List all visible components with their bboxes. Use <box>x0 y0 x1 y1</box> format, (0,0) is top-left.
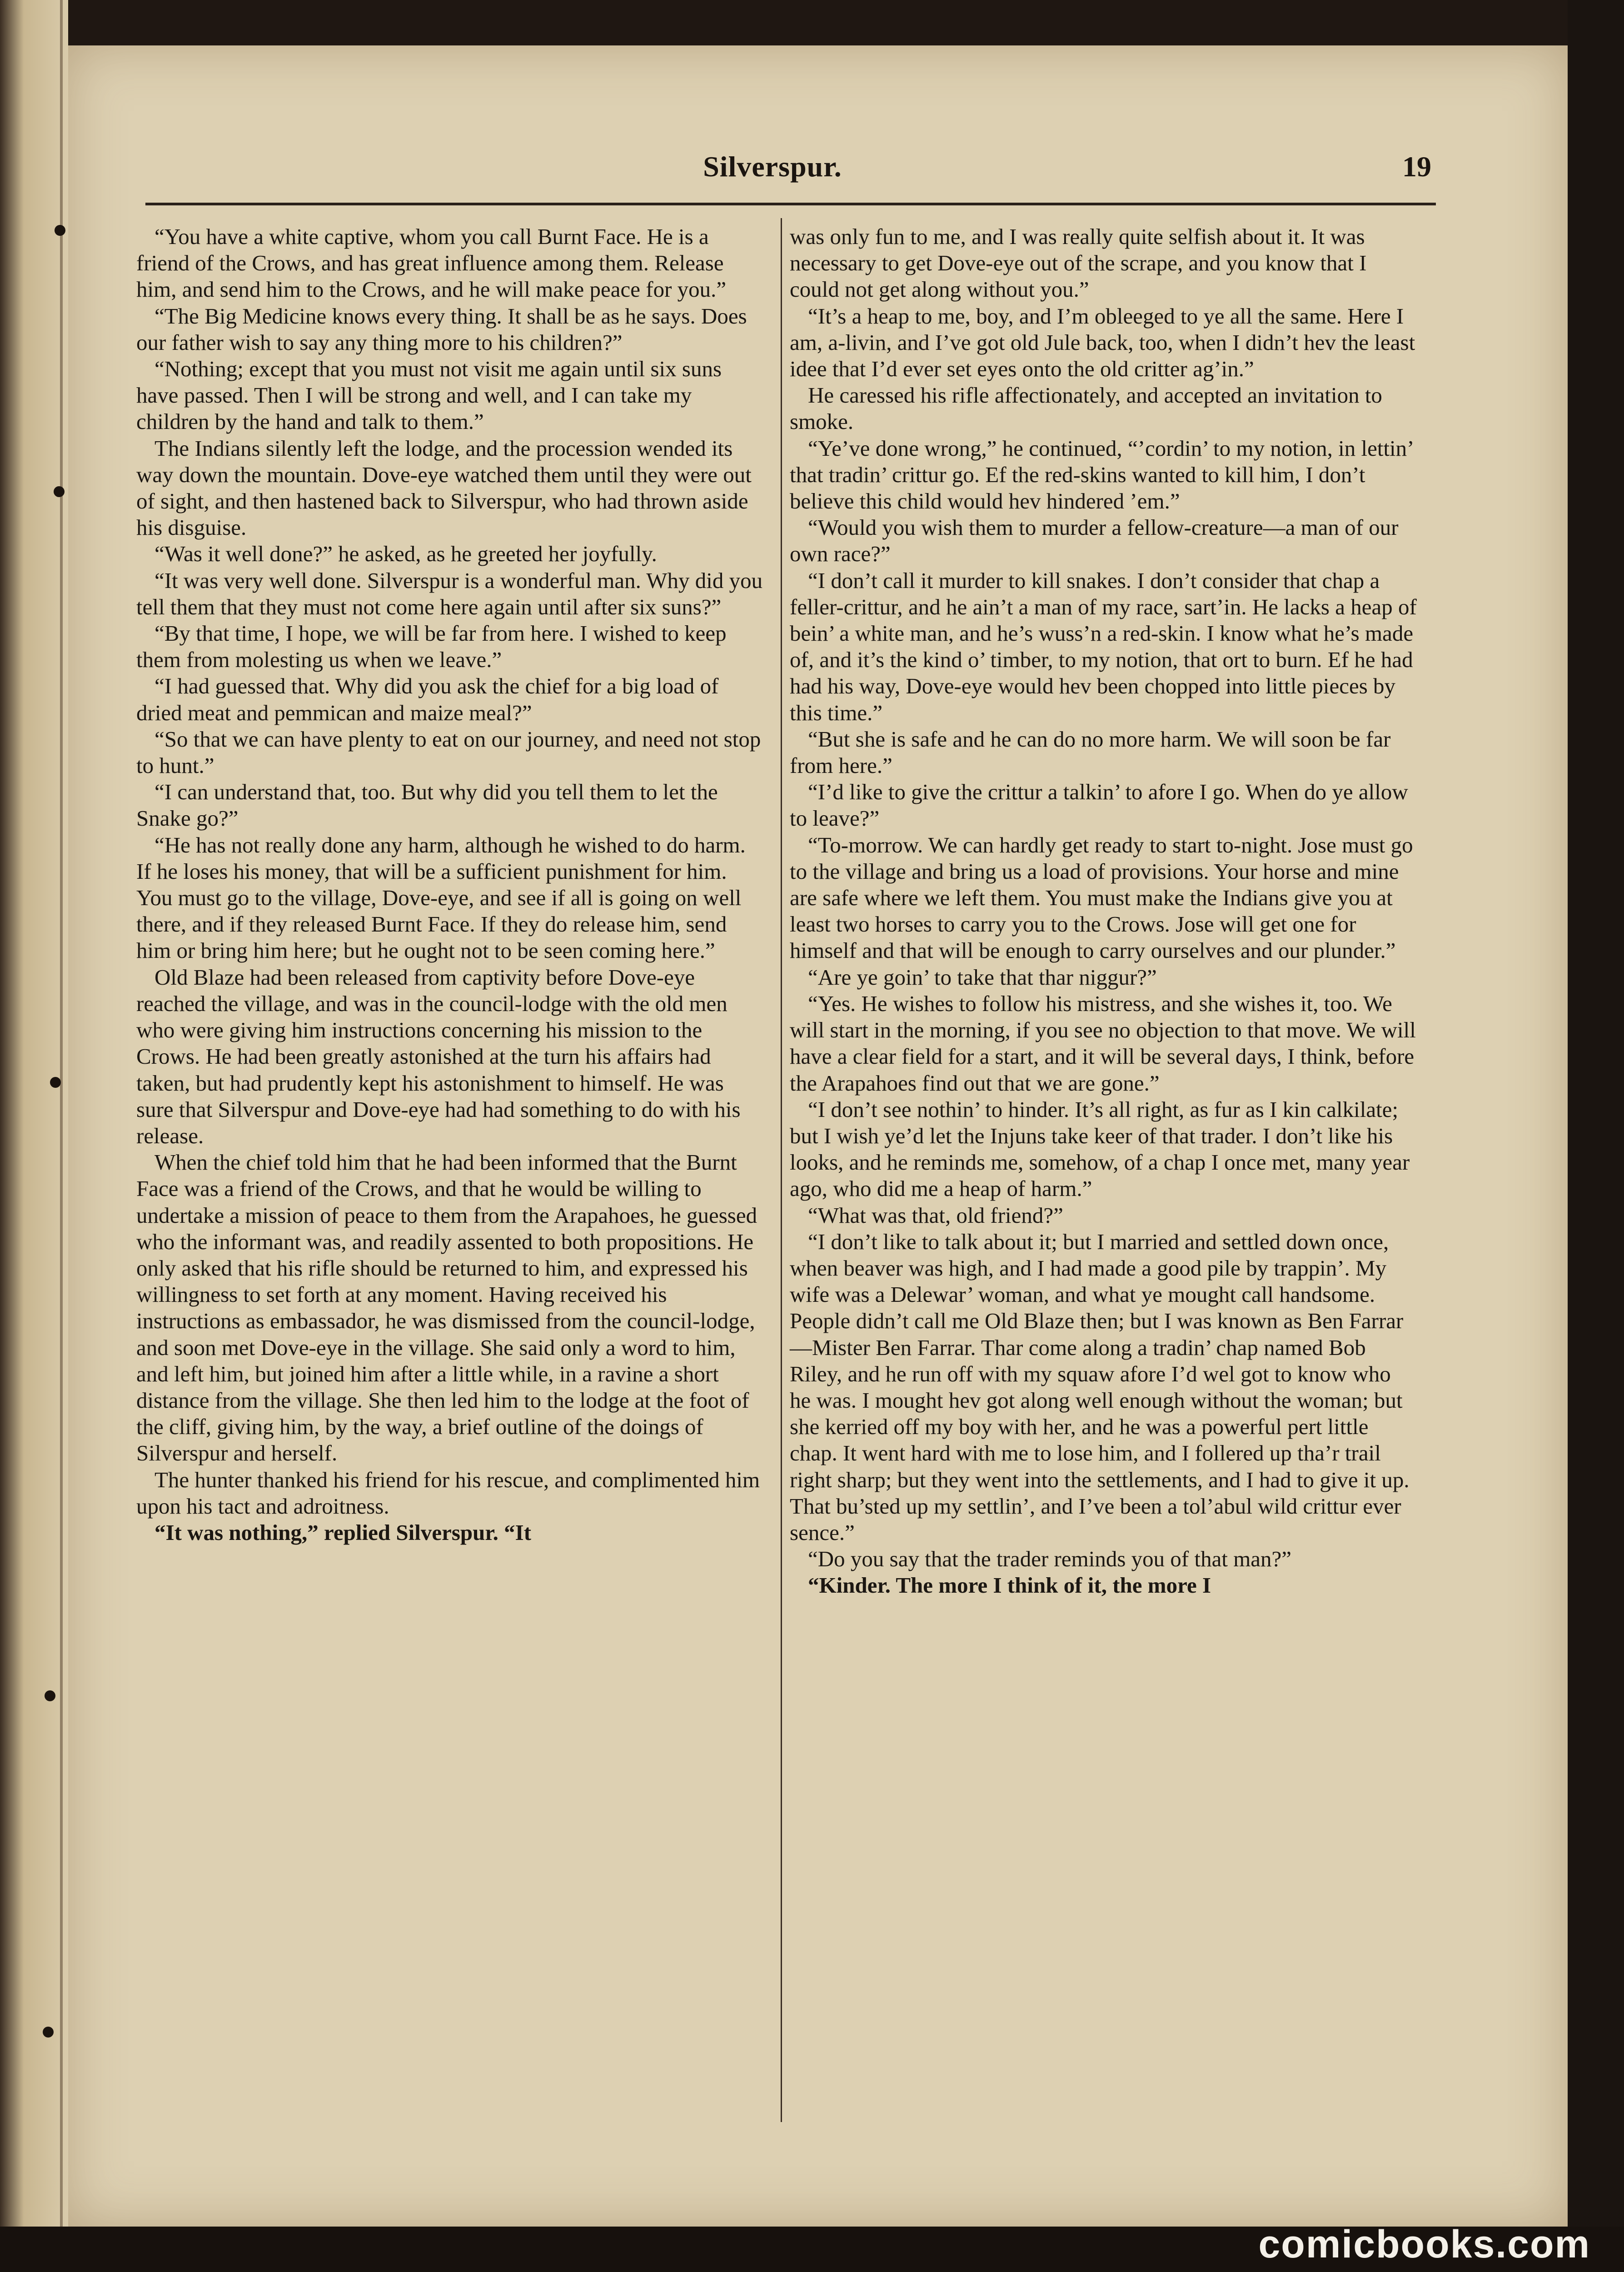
paragraph: “Nothing; except that you must not visit me again until six suns have passed. Then I will be strong and well, and I can take my children by the hand and talk to them.” <box>136 356 722 434</box>
watermark-text: comicbooks.com <box>1258 2222 1590 2266</box>
binding-margin <box>0 0 68 2272</box>
column-divider <box>781 218 782 2122</box>
paragraph: “Yes. He wishes to follow his mistress, and she wishes it, too. We will start in the morning, if you see no objection to that move. We will have a clear field for a start, and it will be several days, I think, before the Arapahoes find out that we are gone.” <box>790 991 1416 1096</box>
paragraph: “The Big Medicine knows every thing. It shall be as he says. Does our father wish to say any thing more to his children?” <box>136 303 747 355</box>
paragraph: When the chief told him that he had been informed that the Burnt Face was a friend of the Crows, and that he would be willing to undertake a mission of peace to them from the Arapahoes, he guessed who the informant was, and readily assented to both propositions. He only asked that his rifle should be returned to him, and expressed his willingness to set forth at any moment. Having received his instructions as embassador, he was dismissed from the council-lodge, and soon met Dove-eye in the village. She said only a word to him, and left him, but joined him after a little while, in a ravine a short distance from the village. She then led him to the lodge at the foot of the cliff, giving him, by the way, a brief outline of the doings of Silverspur and herself. <box>136 1150 757 1466</box>
page-number: 19 <box>1402 150 1431 183</box>
paragraph: “Kinder. The more I think of it, the more I <box>808 1573 1211 1598</box>
paragraph: He caressed his rifle affectionately, and accepted an invitation to smoke. <box>790 383 1382 434</box>
paragraph: Old Blaze had been released from captivity before Dove-eye reached the village, and was in the council-lodge with the old men who were giving him instructions concerning his mission to the Crows. He had been greatly astonished at the turn his affairs had taken, but had prudently kept his astonishment to himself. He was sure that Silverspur and Dove-eye had had something to do with his release. <box>136 964 741 1148</box>
running-header-title: Silverspur. <box>703 150 842 183</box>
paragraph: “I don’t see nothin’ to hinder. It’s all right, as fur as I kin calkilate; but I wish ye’d let the Injuns take keer of that trader. I don’t like his looks, and he reminds me, somehow, of a chap I once met, many year ago, who did me a heap of harm.” <box>790 1096 1410 1201</box>
text-column-right <box>790 224 1417 1599</box>
paragraph: “I don’t like to talk about it; but I married and settled down once, when beaver was high, and I had made a good pile by trappin’. My wife was a Delewar’ woman, and what ye mought call handsome. People didn’t call me Old Blaze then; but I was known as Ben Farrar —Mister Ben Farrar. Thar come along a tradin’ chap named Bob Riley, and he run off with my squaw afore I’d wel got to know who he was. I mought hev got along well enough without the woman; but she kerried off my boy with her, and he was a powerful pert little chap. It went hard with me to lose him, and I follered up tha’r trail right sharp; but they went into the settlements, and I had to give it up. That bu’sted up my settlin’, and I’ve been a tol’abul wild crittur ever sence.” <box>790 1229 1410 1545</box>
binding-hole <box>50 1077 61 1088</box>
paragraph: “Are ye goin’ to take that thar niggur?” <box>808 964 1157 990</box>
binding-hole <box>55 225 65 236</box>
paragraph: “I had guessed that. Why did you ask the chief for a big load of dried meat and pemmican and maize meal?” <box>136 673 719 725</box>
paragraph: “It’s a heap to me, boy, and I’m obleeged to ye all the same. Here I am, a-livin, and I’ve got old Jule back, too, when I didn’t hev the least idee that I’d ever set eyes onto the old critter ag’in.” <box>790 303 1415 382</box>
binding-hole <box>43 2027 54 2038</box>
paragraph: “You have a white captive, whom you call Burnt Face. He is a friend of the Crows, and has great influence among them. Release him, and send him to the Crows, and he will make peace for you.” <box>136 224 727 302</box>
paragraph: “Do you say that the trader reminds you of that man?” <box>808 1546 1292 1572</box>
paragraph: “So that we can have plenty to eat on our journey, and need not stop to hunt.” <box>136 726 761 778</box>
paragraph: “It was nothing,” replied Silverspur. “It <box>154 1520 532 1545</box>
paragraph: “He has not really done any harm, although he wished to do harm. If he loses his money, that will be a sufficient punishment for him. You must go to the village, Dove-eye, and see if all is going on well there, and if they released Burnt Face. If they do release him, send him or bring him here; but he ought not to be seen coming here.” <box>136 832 746 963</box>
paragraph: “I don’t call it murder to kill snakes. I don’t consider that chap a feller-crittur, and he ain’t a man of my race, sart’in. He lacks a heap of bein’ a white man, and he’s wuss’n a red-skin. I know what he’s made of, and it’s the kind o’ timber, to my notion, that ort to burn. Ef he had had his way, Dove-eye would hev been chopped into little pieces by this time.” <box>790 568 1417 725</box>
paragraph: “Was it well done?” he asked, as he greeted her joyfully. <box>154 541 657 567</box>
paragraph: “What was that, old friend?” <box>808 1202 1063 1228</box>
header-rule <box>145 203 1436 205</box>
paragraph: “I’d like to give the crittur a talkin’ to afore I go. When do ye allow to leave?” <box>790 779 1408 831</box>
paragraph: was only fun to me, and I was really quite selfish about it. It was necessary to get Dove-eye out of the scrape, and you know that I could not get along without you.” <box>790 224 1367 302</box>
binding-hole <box>54 486 65 497</box>
paragraph: “By that time, I hope, we will be far from here. I wished to keep them from molesting us when we leave.” <box>136 621 727 673</box>
paragraph: “It was very well done. Silverspur is a wonderful man. Why did you tell them that they must not come here again until after six suns?” <box>136 568 763 619</box>
text-column-left <box>136 224 763 1546</box>
paragraph: The hunter thanked his friend for his rescue, and complimented him upon his tact and adroitness. <box>136 1467 760 1519</box>
paragraph: “But she is safe and he can do no more harm. We will soon be far from here.” <box>790 726 1391 778</box>
paragraph: “To-morrow. We can hardly get ready to start to-night. Jose must go to the village and bring us a load of provisions. Your horse and mine are safe where we left them. You must make the Indians give you at least two horses to carry you to the Crows. Jose will get one for himself and that will be enough to carry ourselves and our plunder.” <box>790 832 1413 963</box>
paragraph: “I can understand that, too. But why did you tell them to let the Snake go?” <box>136 779 718 831</box>
binding-hole <box>45 1690 55 1701</box>
paragraph: “Would you wish them to murder a fellow-creature—a man of our own race?” <box>790 515 1399 567</box>
paragraph: “Ye’ve done wrong,” he continued, “’cordin’ to my notion, in lettin’ that tradin’ crittur go. Ef the red-skins wanted to kill him, I don’t believe this child would hev hindered ’em.” <box>790 435 1413 514</box>
binding-fold <box>60 0 63 2272</box>
right-page-edge <box>1568 0 1624 2272</box>
paragraph: The Indians silently left the lodge, and the procession wended its way down the mountain. Dove-eye watched them until they were out of sight, and then hastened back to Silverspur, who had thrown aside his disguise. <box>136 435 752 540</box>
